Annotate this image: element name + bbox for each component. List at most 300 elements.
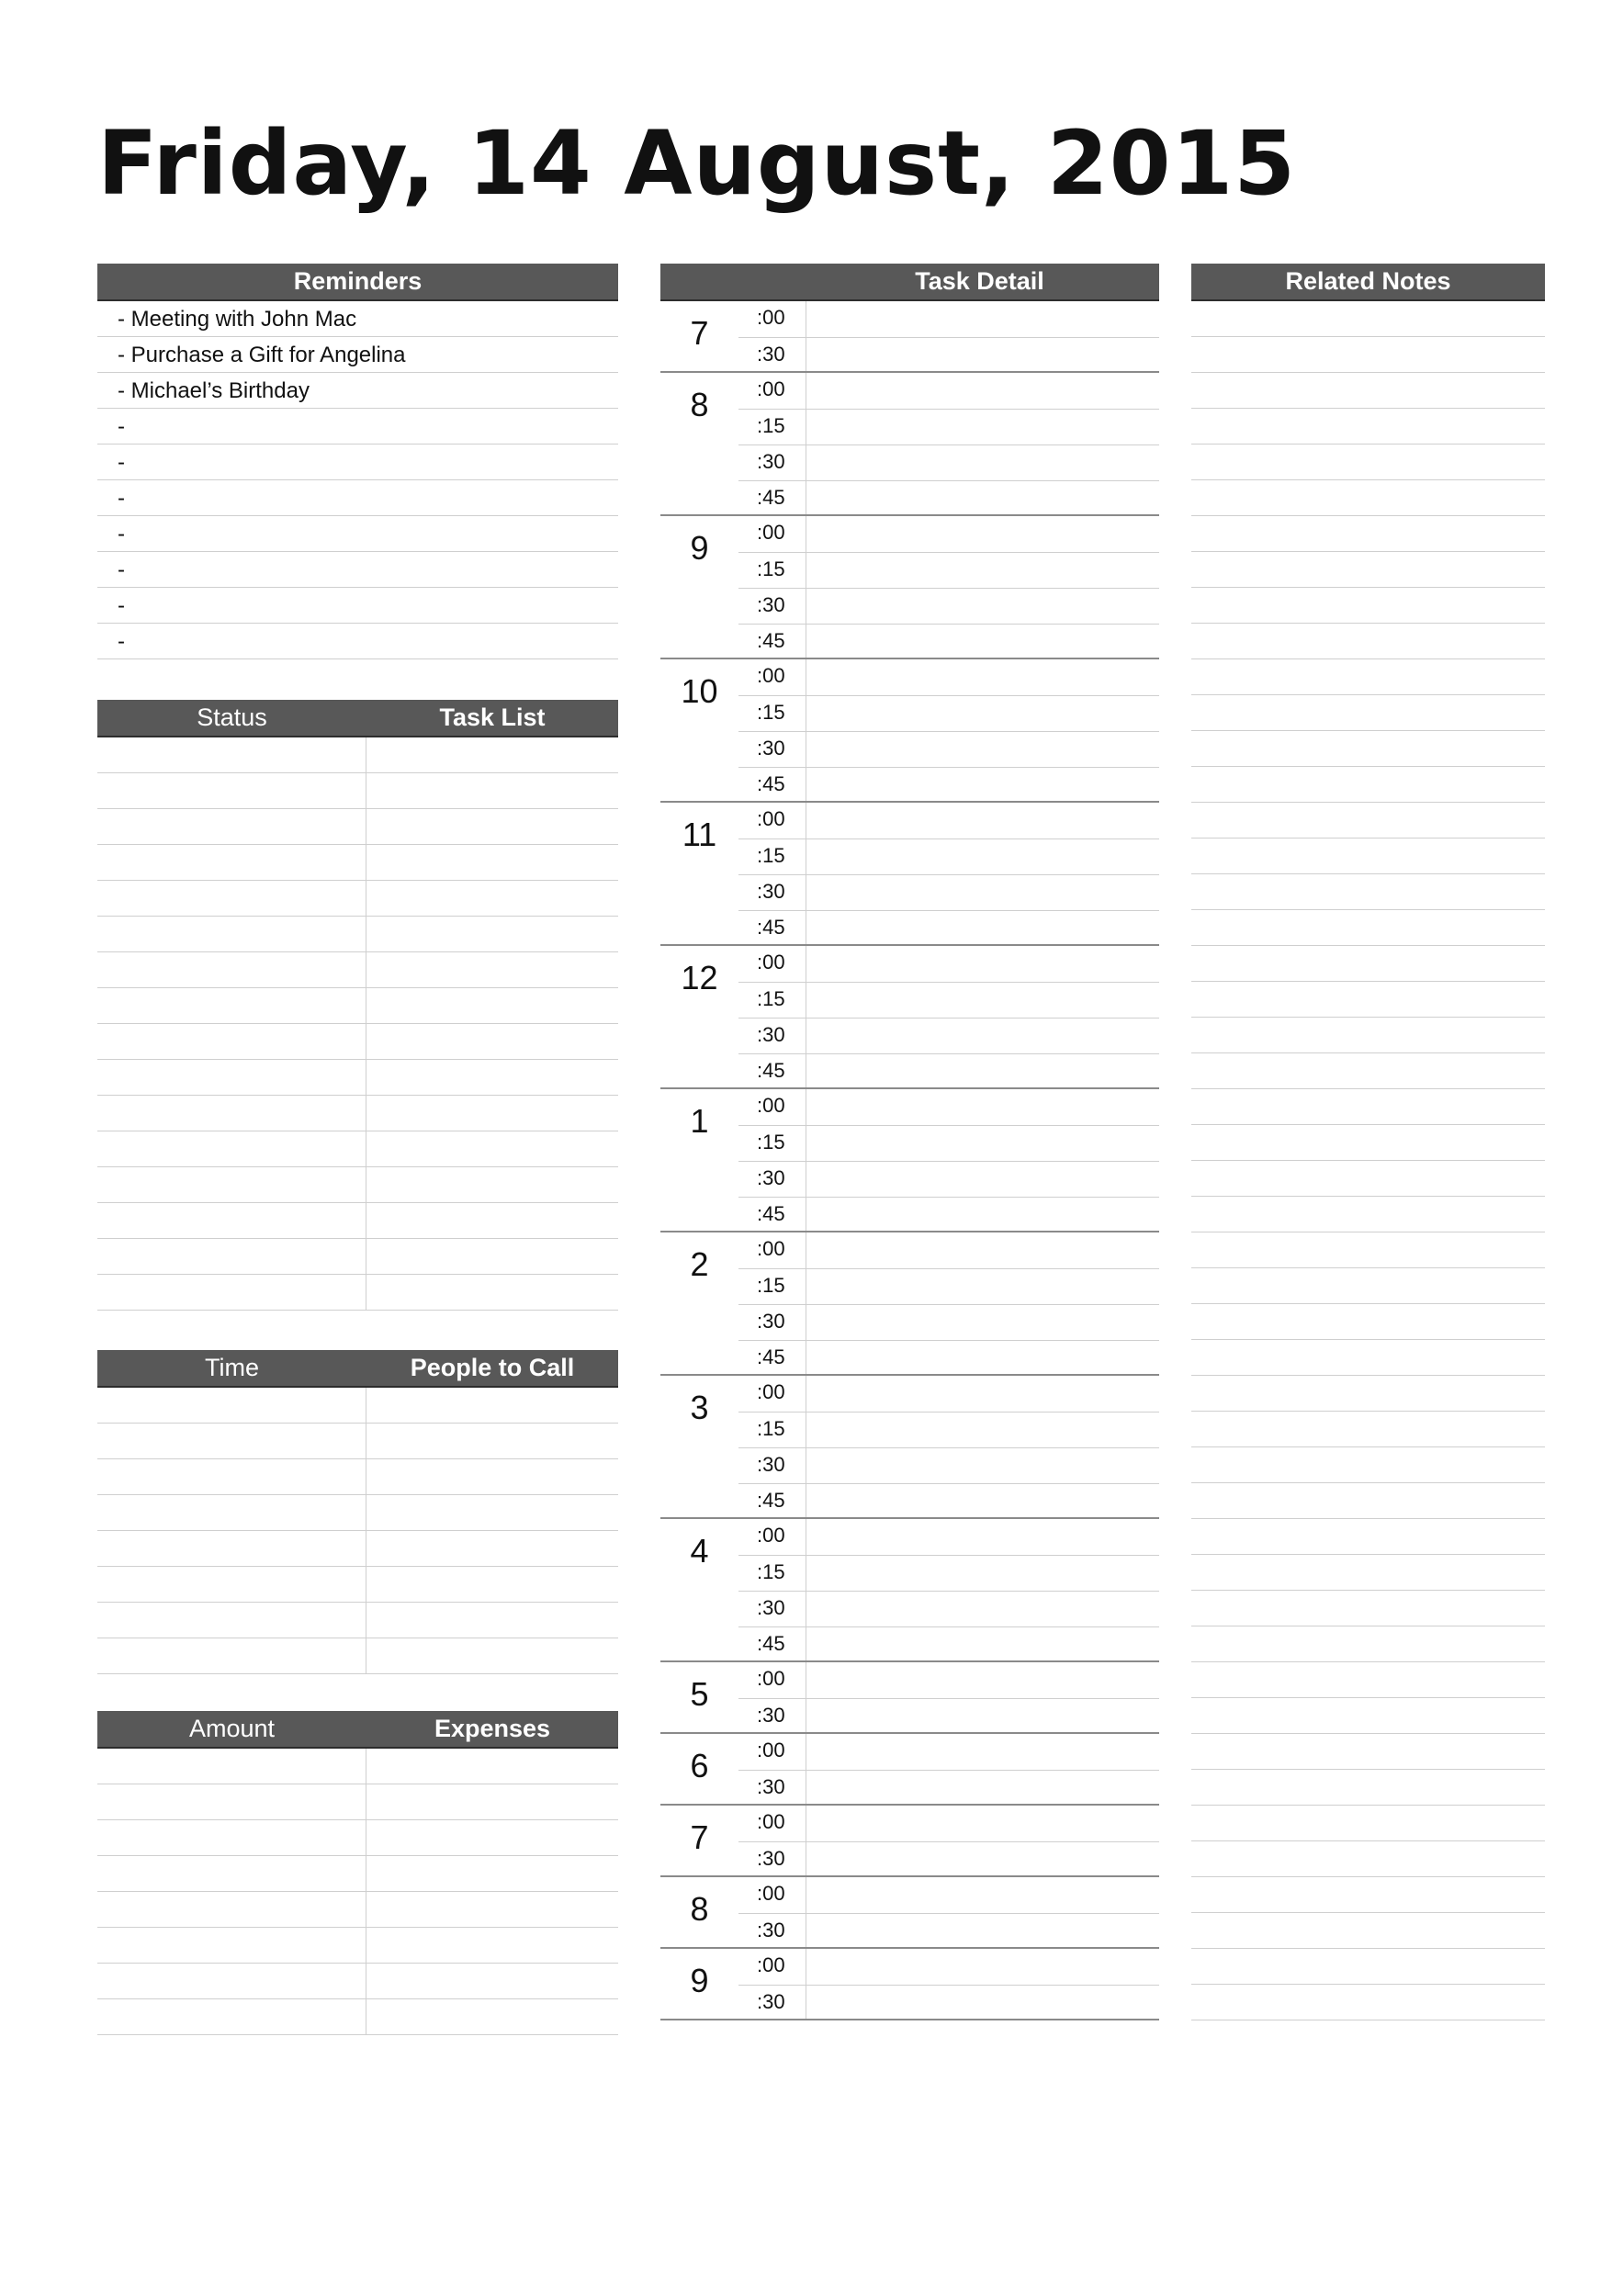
time-slot xyxy=(738,1555,1159,1591)
table-row[interactable] xyxy=(97,1999,618,2035)
time-slot xyxy=(738,1125,1159,1161)
minute-label: :45 xyxy=(738,1627,806,1660)
time-slot xyxy=(738,1662,1159,1698)
hour-block xyxy=(660,516,1159,659)
task-detail-cell[interactable] xyxy=(806,768,1159,801)
task-detail-cell[interactable] xyxy=(806,1662,1159,1698)
table-cell[interactable] xyxy=(97,1424,366,1458)
note-line[interactable] xyxy=(1191,659,1545,695)
time-slot xyxy=(738,946,1159,982)
task-detail-cell[interactable] xyxy=(806,1734,1159,1770)
table-row[interactable] xyxy=(97,1131,618,1167)
task-detail-cell[interactable] xyxy=(806,1376,1159,1412)
time-slot xyxy=(738,1841,1159,1875)
table-cell[interactable] xyxy=(97,881,366,916)
reminders-header-label: Reminders xyxy=(293,267,423,295)
reminder-item[interactable]: - xyxy=(97,409,618,445)
table-row[interactable] xyxy=(97,881,618,917)
note-line[interactable] xyxy=(1191,1268,1545,1304)
task-detail-header-label: Task Detail xyxy=(915,267,1044,295)
time-slot xyxy=(738,1412,1159,1447)
task-detail-cell[interactable] xyxy=(806,875,1159,910)
note-line[interactable] xyxy=(1191,516,1545,552)
time-slot xyxy=(738,803,1159,838)
note-line[interactable] xyxy=(1191,767,1545,803)
note-line[interactable] xyxy=(1191,1125,1545,1161)
minute-label: :30 xyxy=(738,732,806,767)
time-slot xyxy=(738,1734,1159,1770)
note-line[interactable] xyxy=(1191,445,1545,480)
task-list-rows xyxy=(97,737,618,1311)
table-cell[interactable] xyxy=(97,1603,366,1638)
minute-label: :00 xyxy=(738,659,806,695)
time-slot xyxy=(738,624,1159,658)
time-slot xyxy=(738,731,1159,767)
note-line[interactable] xyxy=(1191,731,1545,767)
minute-label: :30 xyxy=(738,1019,806,1053)
table-row[interactable] xyxy=(97,952,618,988)
table-row[interactable] xyxy=(97,1749,618,1784)
minute-label: :00 xyxy=(738,373,806,409)
table-row[interactable] xyxy=(97,1388,618,1424)
table-cell[interactable] xyxy=(97,1388,366,1423)
people-to-call-rows xyxy=(97,1388,618,1674)
table-row[interactable] xyxy=(97,1024,618,1060)
minute-label: :00 xyxy=(738,803,806,838)
minute-label: :30 xyxy=(738,1842,806,1875)
note-line[interactable] xyxy=(1191,1949,1545,1985)
reminder-item[interactable]: - xyxy=(97,624,618,659)
task-detail-cell[interactable] xyxy=(806,1771,1159,1804)
time-slot xyxy=(738,1197,1159,1231)
minute-label: :45 xyxy=(738,481,806,514)
minute-label: :30 xyxy=(738,1699,806,1732)
table-cell[interactable] xyxy=(97,1531,366,1566)
hour-label: 4 xyxy=(690,1532,709,1570)
time-slot xyxy=(738,1268,1159,1304)
hour-label: 7 xyxy=(690,1818,709,1856)
task-detail-section xyxy=(660,264,1159,2020)
task-detail-cell[interactable] xyxy=(806,1198,1159,1231)
table-cell[interactable] xyxy=(97,1928,366,1963)
hour-block xyxy=(660,1949,1159,2020)
task-detail-cell[interactable] xyxy=(806,481,1159,514)
note-line[interactable] xyxy=(1191,1340,1545,1376)
time-slot xyxy=(738,301,1159,337)
minute-label: :15 xyxy=(738,839,806,874)
hour-block xyxy=(660,1662,1159,1734)
minute-label: :00 xyxy=(738,1662,806,1698)
hour-label: 1 xyxy=(690,1102,709,1140)
time-slot xyxy=(738,695,1159,731)
table-cell[interactable] xyxy=(97,1567,366,1602)
minute-label: :00 xyxy=(738,1877,806,1913)
table-row[interactable] xyxy=(97,1856,618,1892)
hour-label: 10 xyxy=(681,672,718,710)
task-detail-header xyxy=(660,264,1159,301)
table-row[interactable] xyxy=(97,1424,618,1459)
task-detail-cell[interactable] xyxy=(806,1054,1159,1087)
table-row[interactable] xyxy=(97,1239,618,1275)
table-cell[interactable] xyxy=(97,1203,366,1238)
table-row[interactable] xyxy=(97,1964,618,1999)
task-detail-cell[interactable] xyxy=(806,659,1159,695)
table-cell[interactable] xyxy=(97,809,366,844)
hour-label: 5 xyxy=(690,1675,709,1713)
task-detail-cell[interactable] xyxy=(806,911,1159,944)
table-row[interactable] xyxy=(97,845,618,881)
minute-label: :30 xyxy=(738,445,806,480)
task-detail-cell[interactable] xyxy=(806,696,1159,731)
time-slot xyxy=(738,1089,1159,1125)
minute-label: :00 xyxy=(738,1519,806,1555)
note-line[interactable] xyxy=(1191,337,1545,373)
time-slot xyxy=(738,1483,1159,1517)
minute-label: :45 xyxy=(738,1484,806,1517)
table-row[interactable] xyxy=(97,1203,618,1239)
hour-block xyxy=(660,373,1159,516)
task-detail-cell[interactable] xyxy=(806,1019,1159,1053)
table-row[interactable] xyxy=(97,737,618,773)
note-line[interactable] xyxy=(1191,1841,1545,1877)
hour-label: 7 xyxy=(690,314,709,352)
table-row[interactable] xyxy=(97,1892,618,1928)
table-cell[interactable] xyxy=(97,1964,366,1998)
task-detail-cell[interactable] xyxy=(806,410,1159,445)
note-line[interactable] xyxy=(1191,695,1545,731)
table-row[interactable] xyxy=(97,773,618,809)
minute-label: :00 xyxy=(738,1734,806,1770)
note-line[interactable] xyxy=(1191,1770,1545,1806)
note-line[interactable] xyxy=(1191,1304,1545,1340)
table-row[interactable] xyxy=(97,1531,618,1567)
hour-block xyxy=(660,659,1159,803)
table-row[interactable] xyxy=(97,1820,618,1856)
table-row[interactable] xyxy=(97,1495,618,1531)
task-detail-cell[interactable] xyxy=(806,732,1159,767)
minute-label: :15 xyxy=(738,1556,806,1591)
task-detail-cell[interactable] xyxy=(806,1914,1159,1947)
time-slot xyxy=(738,1519,1159,1555)
time-slot xyxy=(738,1591,1159,1626)
minute-label: :30 xyxy=(738,1162,806,1197)
task-list-section xyxy=(97,700,618,1311)
minute-label: :00 xyxy=(738,301,806,337)
note-line[interactable] xyxy=(1191,1877,1545,1913)
task-detail-cell[interactable] xyxy=(806,1232,1159,1268)
table-cell[interactable] xyxy=(97,1060,366,1095)
task-detail-cell[interactable] xyxy=(806,1592,1159,1626)
time-slot xyxy=(738,910,1159,944)
task-detail-cell[interactable] xyxy=(806,445,1159,480)
minute-label: :15 xyxy=(738,410,806,445)
task-detail-cell[interactable] xyxy=(806,1519,1159,1555)
hour-block xyxy=(660,1376,1159,1519)
table-row[interactable] xyxy=(97,1928,618,1964)
minute-label: :15 xyxy=(738,1126,806,1161)
minute-label: :45 xyxy=(738,1341,806,1374)
time-slot xyxy=(738,373,1159,409)
reminder-item[interactable]: - xyxy=(97,552,618,588)
reminders-header xyxy=(97,264,618,301)
task-detail-cell[interactable] xyxy=(806,1842,1159,1875)
task-detail-cell[interactable] xyxy=(806,1412,1159,1447)
note-line[interactable] xyxy=(1191,946,1545,982)
note-line[interactable] xyxy=(1191,1985,1545,2020)
task-detail-cell[interactable] xyxy=(806,1162,1159,1197)
task-detail-cell[interactable] xyxy=(806,1949,1159,1985)
note-line[interactable] xyxy=(1191,1662,1545,1698)
hour-block xyxy=(660,301,1159,373)
time-slot xyxy=(738,445,1159,480)
hour-label: 8 xyxy=(690,1890,709,1928)
related-notes-header xyxy=(1191,264,1545,301)
hour-label: 9 xyxy=(690,529,709,567)
task-list-header xyxy=(97,700,618,737)
note-line[interactable] xyxy=(1191,1376,1545,1412)
note-line[interactable] xyxy=(1191,1913,1545,1949)
task-detail-cell[interactable] xyxy=(806,338,1159,371)
hour-label: 11 xyxy=(682,816,717,853)
note-line[interactable] xyxy=(1191,1018,1545,1053)
time-slot xyxy=(738,1770,1159,1804)
time-slot xyxy=(738,1626,1159,1660)
related-notes-rows xyxy=(1191,301,1545,2020)
time-slot xyxy=(738,480,1159,514)
time-slot xyxy=(738,1053,1159,1087)
time-slot xyxy=(738,1447,1159,1483)
hour-block xyxy=(660,1877,1159,1949)
page-title: Friday, 14 August, 2015 xyxy=(97,112,1297,215)
minute-label: :00 xyxy=(738,516,806,552)
task-detail-cell[interactable] xyxy=(806,1877,1159,1913)
task-detail-cell[interactable] xyxy=(806,1089,1159,1125)
table-cell[interactable] xyxy=(97,1856,366,1891)
minute-label: :45 xyxy=(738,1198,806,1231)
task-detail-cell[interactable] xyxy=(806,516,1159,552)
reminder-item[interactable]: - xyxy=(97,480,618,516)
task-detail-cell[interactable] xyxy=(806,589,1159,624)
note-line[interactable] xyxy=(1191,480,1545,516)
table-row[interactable] xyxy=(97,1603,618,1638)
table-cell[interactable] xyxy=(97,773,366,808)
table-cell[interactable] xyxy=(97,1749,366,1784)
note-line[interactable] xyxy=(1191,1483,1545,1519)
task-detail-cell[interactable] xyxy=(806,1126,1159,1161)
task-detail-cell[interactable] xyxy=(806,839,1159,874)
note-line[interactable] xyxy=(1191,1197,1545,1232)
note-line[interactable] xyxy=(1191,1519,1545,1555)
note-line[interactable] xyxy=(1191,1555,1545,1591)
note-line[interactable] xyxy=(1191,1806,1545,1841)
task-detail-cell[interactable] xyxy=(806,1986,1159,2019)
note-line[interactable] xyxy=(1191,588,1545,624)
time-slot xyxy=(738,1913,1159,1947)
minute-label: :30 xyxy=(738,1914,806,1947)
note-line[interactable] xyxy=(1191,1232,1545,1268)
reminder-item[interactable]: - xyxy=(97,516,618,552)
note-line[interactable] xyxy=(1191,1626,1545,1662)
reminder-item[interactable]: - xyxy=(97,588,618,624)
hour-block xyxy=(660,1232,1159,1376)
reminder-item[interactable]: - xyxy=(97,445,618,480)
minute-label: :45 xyxy=(738,625,806,658)
amount-column-header: Amount xyxy=(188,1715,276,1742)
time-slot xyxy=(738,1949,1159,1985)
note-line[interactable] xyxy=(1191,1053,1545,1089)
hour-label: 9 xyxy=(690,1962,709,1999)
hour-block xyxy=(660,1519,1159,1662)
table-cell[interactable] xyxy=(97,1024,366,1059)
table-row[interactable] xyxy=(97,1096,618,1131)
expenses-column-header: Expenses xyxy=(434,1715,551,1742)
table-row[interactable] xyxy=(97,1459,618,1495)
table-row[interactable] xyxy=(97,1167,618,1203)
time-slot xyxy=(738,337,1159,371)
table-cell[interactable] xyxy=(97,1495,366,1530)
table-row[interactable] xyxy=(97,1275,618,1311)
table-cell[interactable] xyxy=(97,1892,366,1927)
time-slot xyxy=(738,1232,1159,1268)
note-line[interactable] xyxy=(1191,1698,1545,1734)
note-line[interactable] xyxy=(1191,301,1545,337)
task-detail-cell[interactable] xyxy=(806,1699,1159,1732)
table-row[interactable] xyxy=(97,809,618,845)
note-line[interactable] xyxy=(1191,552,1545,588)
time-slot xyxy=(738,838,1159,874)
task-detail-cell[interactable] xyxy=(806,803,1159,838)
note-line[interactable] xyxy=(1191,982,1545,1018)
task-detail-cell[interactable] xyxy=(806,1269,1159,1304)
note-line[interactable] xyxy=(1191,409,1545,445)
minute-label: :00 xyxy=(738,1089,806,1125)
task-detail-cell[interactable] xyxy=(806,1341,1159,1374)
table-cell[interactable] xyxy=(97,1638,366,1673)
minute-label: :30 xyxy=(738,589,806,624)
related-notes-header-label: Related Notes xyxy=(1285,267,1451,295)
time-column-header: Time xyxy=(205,1354,259,1381)
time-slot xyxy=(738,588,1159,624)
table-row[interactable] xyxy=(97,917,618,952)
task-detail-cell[interactable] xyxy=(806,983,1159,1018)
time-slot xyxy=(738,552,1159,588)
minute-label: :30 xyxy=(738,1448,806,1483)
time-slot xyxy=(738,1340,1159,1374)
minute-label: :15 xyxy=(738,983,806,1018)
task-detail-cell[interactable] xyxy=(806,301,1159,337)
expenses-section xyxy=(97,1711,618,2035)
task-detail-cell[interactable] xyxy=(806,1627,1159,1660)
hour-block xyxy=(660,1806,1159,1877)
table-cell[interactable] xyxy=(97,1999,366,2034)
table-cell[interactable] xyxy=(97,845,366,880)
table-cell[interactable] xyxy=(97,1167,366,1202)
table-row[interactable] xyxy=(97,1638,618,1674)
note-line[interactable] xyxy=(1191,1447,1545,1483)
hour-label: 3 xyxy=(690,1389,709,1426)
note-line[interactable] xyxy=(1191,1412,1545,1447)
table-cell[interactable] xyxy=(97,1131,366,1166)
table-cell[interactable] xyxy=(97,952,366,987)
task-detail-cell[interactable] xyxy=(806,1806,1159,1841)
related-notes-section xyxy=(1191,264,1545,2020)
table-cell[interactable] xyxy=(97,1096,366,1131)
note-line[interactable] xyxy=(1191,1089,1545,1125)
time-slot xyxy=(738,1161,1159,1197)
minute-label: :15 xyxy=(738,1269,806,1304)
task-detail-cell[interactable] xyxy=(806,1305,1159,1340)
people-to-call-column-header: People to Call xyxy=(410,1354,575,1381)
minute-label: :00 xyxy=(738,1949,806,1985)
task-detail-cell[interactable] xyxy=(806,373,1159,409)
table-cell[interactable] xyxy=(97,988,366,1023)
minute-label: :30 xyxy=(738,1305,806,1340)
task-detail-cell[interactable] xyxy=(806,1556,1159,1591)
minute-label: :45 xyxy=(738,1054,806,1087)
minute-label: :30 xyxy=(738,1986,806,2019)
note-line[interactable] xyxy=(1191,373,1545,409)
hour-label: 6 xyxy=(690,1747,709,1784)
reminder-item[interactable]: - Meeting with John Mac xyxy=(97,301,618,337)
table-cell[interactable] xyxy=(97,1459,366,1494)
hour-block xyxy=(660,1089,1159,1232)
hour-block xyxy=(660,946,1159,1089)
note-line[interactable] xyxy=(1191,874,1545,910)
people-to-call-header xyxy=(97,1350,618,1388)
table-cell[interactable] xyxy=(97,737,366,772)
people-to-call-section xyxy=(97,1350,618,1674)
note-line[interactable] xyxy=(1191,1734,1545,1770)
reminder-item[interactable]: - Purchase a Gift for Angelina xyxy=(97,337,618,373)
table-cell[interactable] xyxy=(97,1239,366,1274)
table-cell[interactable] xyxy=(97,1275,366,1310)
note-line[interactable] xyxy=(1191,838,1545,874)
note-line[interactable] xyxy=(1191,1161,1545,1197)
task-detail-cell[interactable] xyxy=(806,625,1159,658)
hour-block xyxy=(660,803,1159,946)
time-slot xyxy=(738,1985,1159,2019)
time-slot xyxy=(738,1877,1159,1913)
note-line[interactable] xyxy=(1191,624,1545,659)
time-slot xyxy=(738,516,1159,552)
task-detail-cell[interactable] xyxy=(806,1484,1159,1517)
minute-label: :00 xyxy=(738,1806,806,1841)
note-line[interactable] xyxy=(1191,910,1545,946)
table-cell[interactable] xyxy=(97,1820,366,1855)
task-detail-cell[interactable] xyxy=(806,946,1159,982)
table-row[interactable] xyxy=(97,988,618,1024)
table-row[interactable] xyxy=(97,1784,618,1820)
time-slot xyxy=(738,659,1159,695)
table-row[interactable] xyxy=(97,1567,618,1603)
note-line[interactable] xyxy=(1191,803,1545,838)
time-slot xyxy=(738,874,1159,910)
table-cell[interactable] xyxy=(97,917,366,951)
task-detail-cell[interactable] xyxy=(806,1448,1159,1483)
hour-label: 2 xyxy=(690,1245,709,1283)
table-cell[interactable] xyxy=(97,1784,366,1819)
table-row[interactable] xyxy=(97,1060,618,1096)
time-slot xyxy=(738,409,1159,445)
reminder-item[interactable]: - Michael’s Birthday xyxy=(97,373,618,409)
note-line[interactable] xyxy=(1191,1591,1545,1626)
task-list-column-header: Task List xyxy=(439,703,546,731)
minute-label: :30 xyxy=(738,1771,806,1804)
reminders-section xyxy=(97,264,618,659)
minute-label: :15 xyxy=(738,696,806,731)
minute-label: :45 xyxy=(738,911,806,944)
task-detail-cell[interactable] xyxy=(806,553,1159,588)
